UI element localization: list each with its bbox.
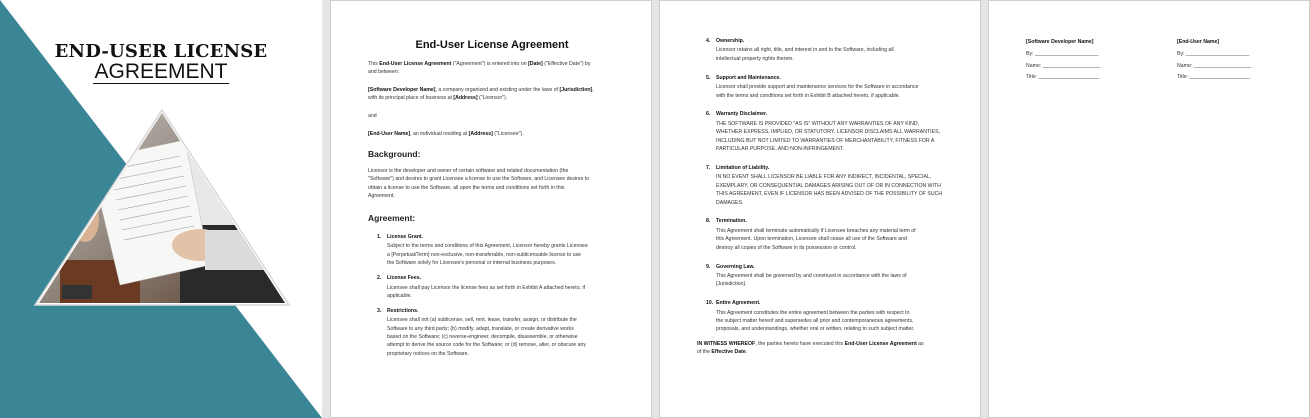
item-text-line: with the terms and conditions set forth in Exhibit B attached hereto, if applicable.	[716, 92, 900, 99]
item-heading	[377, 308, 418, 314]
item-title: Support and Maintenance.	[716, 74, 781, 81]
witness-line2: of the Effective Date.	[697, 349, 748, 355]
item-text-line: Subject to the terms and conditions of this Agreement, Licensor hereby grants Licensee	[387, 243, 588, 250]
item-text-line: THE SOFTWARE IS PROVIDED "AS IS" WITHOUT ANY WARRANTIES OF ANY KIND,	[716, 120, 920, 127]
cover-title-line2: AGREEMENT	[94, 60, 228, 83]
page-3	[659, 0, 981, 418]
witness-line1: IN WITNESS WHEREOF, the parties hereto have executed this End-User License Agreement as	[697, 341, 924, 347]
item-text-line: This Agreement constitutes the entire agreement between the parties with respect to	[716, 309, 910, 316]
item-heading	[706, 300, 761, 306]
item-text-line: This Agreement shall be governed by and construed in accordance with the laws of	[716, 272, 907, 279]
intro-line1: This End-User License Agreement ("Agreement") is entered into on [Date] ("Effective Date") by	[368, 61, 591, 67]
agreement-heading: Agreement:	[368, 213, 416, 223]
item-text-line: the Software solely for Licensee's personal or internal business purposes.	[387, 260, 557, 267]
item-heading	[706, 218, 747, 224]
item-text-line: Licensee shall pay Licensor the license fees as set forth in Exhibit A attached hereto, if	[387, 284, 586, 291]
item-text-line: IN NO EVENT SHALL LICENSOR BE LIABLE FOR ANY INDIRECT, INCIDENTAL, SPECIAL,	[716, 174, 932, 181]
item-heading	[377, 275, 421, 281]
item-text-line: the subject matter hereof and supersedes all prior and contemporaneous agreements,	[716, 318, 914, 324]
item-text-line: applicable.	[387, 292, 412, 299]
background-heading: Background:	[368, 149, 421, 159]
item-text-line: attempt to derive the source code for the Software; or (d) remove, alter, or obscure any	[387, 342, 586, 349]
page-2	[330, 0, 652, 418]
item-number: 4.	[706, 38, 711, 44]
item-text-line: DAMAGES.	[716, 199, 744, 206]
item-number: 7.	[706, 164, 711, 171]
signature-right-name: [End-User Name]	[1177, 39, 1220, 45]
item-number: 3.	[377, 307, 382, 314]
item-heading	[706, 75, 781, 81]
party2-line: [End-User Name], an individual residing at [Address] ("Licensee").	[368, 131, 524, 137]
background-line: obtain a license to use the Software, all upon the terms and conditions set forth in this	[368, 184, 565, 191]
item-text-line: Licensor retains all right, title, and interest in and to the Software, including all	[716, 47, 894, 54]
signature-right-title-line[interactable]: Title: _____________________	[1177, 74, 1251, 80]
item-text-line: this Agreement. Upon termination, Licensee shall cease all use of the Software and	[716, 236, 907, 243]
signature-left-name-line[interactable]: Name: ____________________	[1026, 63, 1101, 69]
item-text-line: intellectual property rights therein.	[716, 55, 794, 62]
item-heading	[706, 165, 769, 171]
signature-left-title-line[interactable]: Title: _____________________	[1026, 74, 1100, 80]
item-text-line: Licensee shall not (a) sublicense, sell, rent, lease, transfer, assign, or distribute the	[387, 317, 577, 324]
item-number: 8.	[706, 218, 711, 225]
party1-line2: with its principal place of business at [Address] ("Licensor").	[368, 95, 508, 101]
item-text-line: Licensor shall provide support and maintenance services for the Software in accordance	[716, 84, 919, 91]
and-text: and	[368, 113, 377, 119]
item-number: 6.	[706, 111, 711, 118]
item-text-line: based on the Software; (c) reverse-engineer, decompile, disassemble, or otherwise	[387, 334, 578, 340]
item-title: Entire Agreement.	[716, 300, 761, 307]
background-line: "Software") and desires to grant Licensee a license to use the Software, and Licensee desires to	[368, 176, 590, 183]
document-title: End-User License Agreement	[415, 39, 569, 51]
item-text-line: PARTICULAR PURPOSE, AND NON-INFRINGEMENT.	[716, 146, 844, 152]
item-text-line: [Jurisdiction].	[716, 281, 747, 288]
item-heading	[377, 234, 423, 240]
item-number: 1.	[377, 234, 382, 240]
party1-line1: [Software Developer Name], a company organized and existing under the laws of [Jurisdiction],	[368, 87, 594, 93]
item-text-line: THIS AGREEMENT, EVEN IF LICENSOR HAS BEEN ADVISED OF THE POSSIBILITY OF SUCH	[716, 191, 943, 198]
cover-page	[0, 0, 322, 418]
signature-right-by[interactable]: By: ______________________	[1177, 51, 1250, 57]
item-title: License Fees.	[387, 275, 422, 282]
intro-line2: and between:	[368, 69, 400, 75]
item-title: Warranty Disclaimer.	[716, 111, 768, 118]
item-number: 10.	[706, 300, 714, 307]
item-text-line: This Agreement shall terminate automatically if Licensee breaches any material term of	[716, 227, 916, 234]
item-text-line: INCLUDING BUT NOT LIMITED TO WARRANTIES OF MERCHANTABILITY, FITNESS FOR A	[716, 137, 935, 144]
background-line: Licensor is the developer and owner of certain software and related documentation (the	[368, 168, 569, 174]
signature-left-name: [Software Developer Name]	[1026, 39, 1094, 45]
cover-title-line1: END-USER LICENSE	[54, 41, 268, 62]
item-heading	[706, 38, 744, 44]
page-4-signatures	[988, 0, 1310, 418]
item-text-line: a [Perpetual/Term] non-exclusive, non-transferable, non-sublicensable license to use	[387, 251, 582, 258]
item-text-line: proprietary notices on the Software.	[387, 350, 469, 357]
item-text-line: proposals, and understandings, whether oral or written, relating to such subject matter.	[716, 326, 915, 333]
item-title: Limitation of Liability.	[716, 164, 770, 171]
item-number: 5.	[706, 74, 711, 81]
signature-right-name-line[interactable]: Name: ____________________	[1177, 63, 1252, 69]
item-title: Termination.	[716, 218, 747, 225]
item-text-line: Software to any third party; (b) modify, adapt, translate, or create derivative works	[387, 325, 574, 332]
item-heading	[706, 264, 755, 270]
item-number: 9.	[706, 263, 711, 270]
item-heading	[706, 111, 767, 117]
signature-left-by[interactable]: By: ______________________	[1026, 51, 1099, 57]
item-title: License Grant.	[387, 234, 424, 240]
item-text-line: WHETHER EXPRESS, IMPLIED, OR STATUTORY. LICENSOR DISCLAIMS ALL WARRANTIES,	[716, 129, 940, 136]
item-title: Restrictions.	[387, 307, 419, 314]
background-line: Agreement.	[368, 193, 395, 200]
item-text-line: destroy all copies of the Software in its possession or control.	[716, 244, 857, 251]
item-text-line: EXEMPLARY, OR CONSEQUENTIAL DAMAGES ARISING OUT OF OR IN CONNECTION WITH	[716, 182, 941, 189]
item-number: 2.	[377, 275, 382, 282]
item-title: Governing Law.	[716, 263, 755, 270]
item-title: Ownership.	[716, 38, 745, 44]
